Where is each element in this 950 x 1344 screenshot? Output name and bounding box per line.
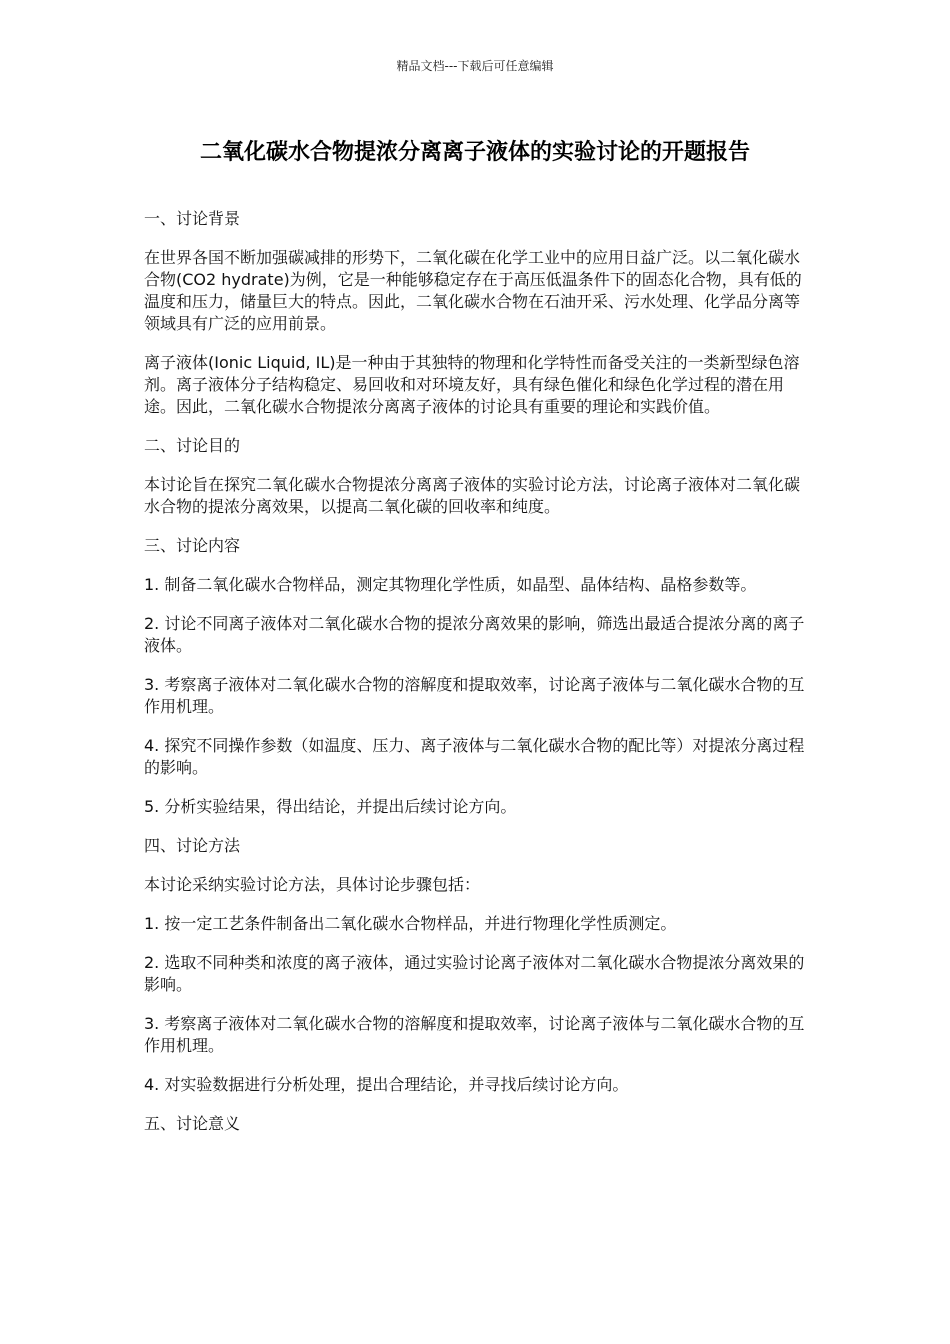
document-body: [144, 208, 812, 1152]
page-header-note: 精品文档---下载后可任意编辑: [396, 59, 554, 73]
method-list-item: 3. 考察离子液体对二氧化碳水合物的溶解度和提取效率，讨论离子液体与二氧化碳水合物的互作用机理。: [144, 1014, 805, 1055]
method-list-item: 1. 按一定工艺条件制备出二氧化碳水合物样品，并进行物理化学性质测定。: [144, 914, 677, 933]
method-list-item: 4. 对实验数据进行分析处理，提出合理结论，并寻找后续讨论方向。: [144, 1075, 629, 1094]
content-list-item: 2. 讨论不同离子液体对二氧化碳水合物的提浓分离效果的影响，筛选出最适合提浓分离的离子液体。: [144, 614, 805, 655]
paragraph-method-intro: 本讨论采纳实验讨论方法，具体讨论步骤包括：: [144, 875, 481, 894]
section-heading-content: 三、讨论内容: [144, 536, 241, 555]
content-list-item: 4. 探究不同操作参数（如温度、压力、离子液体与二氧化碳水合物的配比等）对提浓分离过程的影响。: [144, 736, 805, 777]
method-list-item: 2. 选取不同种类和浓度的离子液体，通过实验讨论离子液体对二氧化碳水合物提浓分离效果的影响。: [144, 953, 805, 994]
content-list-item: 1. 制备二氧化碳水合物样品，测定其物理化学性质，如晶型、晶体结构、晶格参数等。: [144, 575, 757, 594]
paragraph-purpose: 本讨论旨在探究二氧化碳水合物提浓分离离子液体的实验讨论方法，讨论离子液体对二氧化碳水合物的提浓分离效果，以提高二氧化碳的回收率和纯度。: [144, 475, 801, 516]
document-title: 二氧化碳水合物提浓分离离子液体的实验讨论的开题报告: [199, 140, 750, 165]
content-list-item: 3. 考察离子液体对二氧化碳水合物的溶解度和提取效率，讨论离子液体与二氧化碳水合物的互作用机理。: [144, 675, 805, 716]
section-heading-background: 一、讨论背景: [144, 209, 241, 228]
section-heading-significance: 五、讨论意义: [144, 1114, 241, 1133]
content-list-item: 5. 分析实验结果，得出结论，并提出后续讨论方向。: [144, 797, 517, 816]
paragraph-background-1: 在世界各国不断加强碳减排的形势下，二氧化碳在化学工业中的应用日益广泛。以二氧化碳水合物(CO2 hydrate)为例，它是一种能够稳定存在于高压低温条件下的固态化合物，具有低的温度和压力，储量巨大的特点。因此，二氧化碳水合物在石油开采、污水处理、化学品分离等领域具有广泛的应用前景。: [144, 248, 802, 333]
paragraph-background-2: 离子液体(Ionic Liquid, IL)是一种由于其独特的物理和化学特性而备受关注的一类新型绿色溶剂。离子液体分子结构稳定、易回收和对环境友好，具有绿色催化和绿色化学过程的潜在用途。因此，二氧化碳水合物提浓分离离子液体的讨论具有重要的理论和实践价值。: [144, 353, 800, 416]
section-heading-purpose: 二、讨论目的: [144, 436, 241, 455]
section-heading-method: 四、讨论方法: [144, 836, 241, 855]
